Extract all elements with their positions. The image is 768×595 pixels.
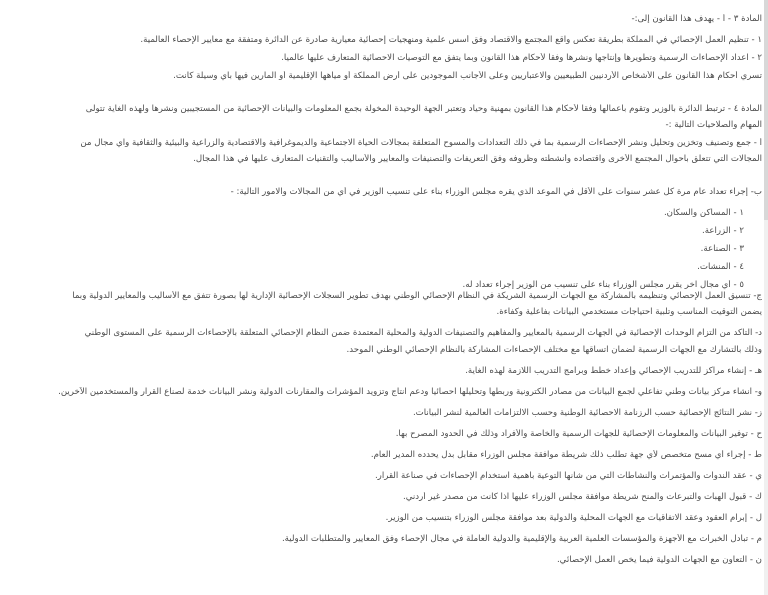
section-t: ط - إجراء أي مسح متخصص لأي جهة تطلب ذلك شريطة موافقة مجلس الوزراء مقابل بدل يحدده المدير العام. <box>370 450 762 460</box>
scrollbar-thumb[interactable] <box>764 0 768 220</box>
article-3-item-2: ٢ - اعداد الإحصاءات الرسمية وتطويرها وإنتاجها ونشرها وفقاً لأحكام هذا القانون وبما يتفق مع التوصيات الاحصائية المتعارف عليها عالمياً. <box>281 53 762 63</box>
section-b-item-3: ٣ - الصناعة. <box>700 244 744 254</box>
article-3-item-1: ١ - تنظيم العمل الإحصائي في المملكة بطريقة تعكس واقع المجتمع والاقتصاد وفق أسس علمية ومنهجيات إحصائية معيارية صادرة عن الدائرة ومتفقة مع معايير الإحصاء العالمية. <box>140 35 762 45</box>
section-w: و- انشاء مركز بيانات وطني تفاعلي لجمع البيانات من مصادر الكترونية وربطها وتحليلها احصائيا ودعم انتاج وتزويد المؤشرات والمقارنات الدولية ونشر البيانات خدمة لصناع القرار والمستخدمين الآخرين. <box>58 387 762 397</box>
section-b-item-4: ٤ - المنشآت. <box>697 262 744 272</box>
section-y: ي - عقد الندوات والمؤتمرات والنشاطات التي من شأنها التوعية بأهمية استخدام الإحصاءات في صناعة القرار. <box>374 471 762 481</box>
article-4-line-2: المهام والصلاحيات التالية :- <box>665 120 762 130</box>
article-3-heading: المادة ٣ - أ - يهدف هذا القانون إلى:- <box>631 14 762 24</box>
section-hh: ح - توفير البيانات والمعلومات الإحصائية للجهات الرسمية والخاصة والأفراد وذلك في الحدود المصرح بها. <box>395 429 762 439</box>
section-n: ن - التعاون مع الجهات الدولية فيما يخص العمل الإحصائي. <box>556 555 762 565</box>
section-h: هـ - إنشاء مراكز للتدريب الإحصائي وإعداد خطط وبرامج التدريب اللازمة لهذه الغاية. <box>465 366 762 376</box>
section-b-item-1: ١ - المساكن والسكان. <box>663 208 744 218</box>
section-d-line-2: وذلك بالتشارك مع الجهات الرسمية لضمان اتساقها مع مختلف الإحصاءات المشاركة بالنظام الإحصائي الوطني الموحد. <box>346 345 762 355</box>
article-4-line-1: المادة ٤ - ترتبط الدائرة بالوزير وتقوم بأعمالها وفقاً لأحكام هذا القانون بمهنية وحياد وتعتبر الجهة الوحيدة المخولة بجمع المعلومات والبيانات الإحصائية من المستجيبين ونشرها ولهذه الغاية تتولى <box>85 104 762 114</box>
section-m: م - تبادل الخبرات مع الأجهزة والمؤسسات العلمية العربية والإقليمية والدولية العاملة في مجال الإحصاء وفق المعايير والمتطلبات الدولية. <box>281 534 762 544</box>
section-j-line-2: يضمن التوقيت المناسب وتلبية احتياجات مستخدمي البيانات بفاعلية وكفاءة. <box>496 307 762 317</box>
section-d-line-1: د- التأكد من التزام الوحدات الإحصائية في الجهات الرسمية بالمعايير والمفاهيم والتصنيفات الدولية والمحلية المعتمدة ضمن النظام الإحصائي المتعلقة بالإحصاءات الرسمية على المستوى الوطني <box>84 328 762 338</box>
section-z: ز- نشر النتائج الإحصائية حسب الرزنامة الاحصائية الوطنية وحسب الالتزامات العالمية لنشر البيانات. <box>412 408 762 418</box>
article-4-a-line-2: المجالات التي تتعلق بأحوال المجتمع الأخرى واقتصاده وأنشطته وظروفه وفق التعريفات والتصنيفات والمعايير والأساليب والتقنيات المتعارف عليها في هذا المجال. <box>193 154 762 164</box>
section-k: ك - قبول الهبات والتبرعات والمنح شريطة موافقة مجلس الوزراء عليها اذا كانت من مصدر غير أردني. <box>403 492 762 502</box>
article-3-scope: تسري أحكام هذا القانون على الأشخاص الأردنيين الطبيعيين والاعتباريين وعلى الأجانب الموجودين على أرض المملكة أو مياهها الإقليمية أو المارين فيها بأي وسيلة كانت. <box>173 71 762 81</box>
section-b-item-5: ٥ - أي مجال آخر يقرر مجلس الوزراء بناء على تنسيب من الوزير إجراء تعداد له. <box>462 280 744 290</box>
section-b-intro: ب- إجراء تعداد عام مرة كل عشر سنوات على الأقل في الموعد الذي يقره مجلس الوزراء بناء على تنسيب الوزير في أي من المجالات والامور التالية: - <box>230 187 762 197</box>
section-j-line-1: ج- تنسيق العمل الإحصائي وتنظيمه بالمشاركة مع الجهات الرسمية الشريكة في النظام الإحصائي الوطني بهدف تطوير السجلات الإحصائية الإدارية لها بصورة تتفق مع الأساليب والمعايير الدولية وبما <box>72 291 762 301</box>
section-l: ل - إبرام العقود وعقد الاتفاقيات مع الجهات المحلية والدولية بعد موافقة مجلس الوزراء بتنسيب من الوزير. <box>385 513 762 523</box>
section-b-item-2: ٢ - الزراعة. <box>702 226 744 236</box>
article-4-a-line-1: أ - جمع وتصنيف وتخزين وتحليل ونشر الإحصاءات الرسمية بما في ذلك التعدادات والمسوح المتعلقة بمجالات الحياة الاجتماعية والديموغرافية والاقتصادية والزراعية والبيئية والثقافية واي مجال من <box>80 138 762 148</box>
scrollbar-track[interactable] <box>764 0 768 595</box>
